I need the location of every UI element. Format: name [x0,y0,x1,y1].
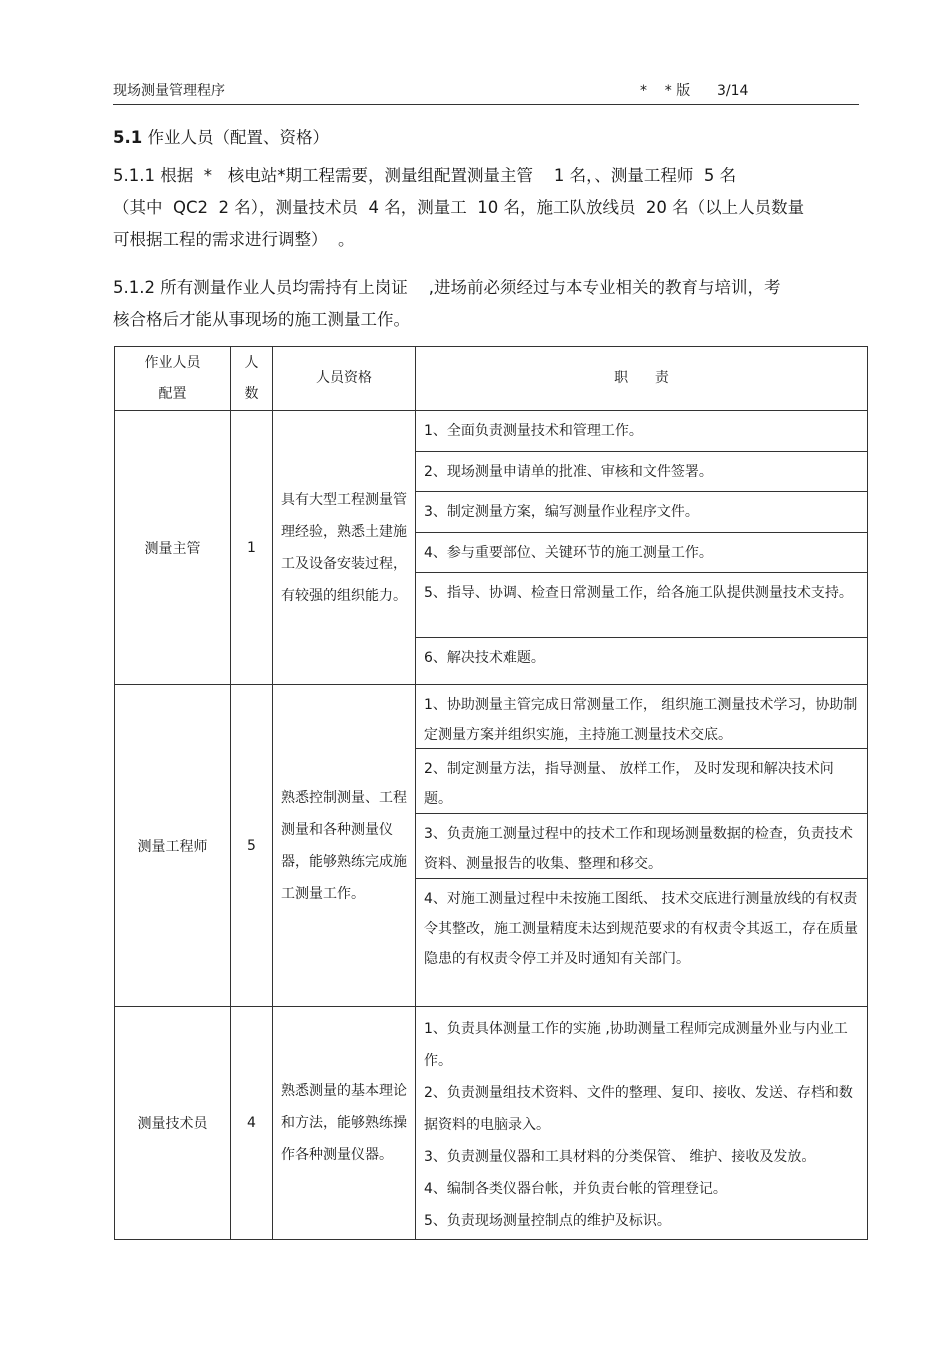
duty-list [416,411,867,684]
duty-item: 2、负责测量组技术资料、文件的整理、复印、接收、发送、存档和数据资料的电脑录入。 [424,1085,853,1133]
page-number: 3/14 [716,83,749,99]
duty-cell [416,411,868,685]
version-label: * * 版 [640,83,691,99]
duty-item: 5、指导、协调、检查日常测量工作，给各施工队提供测量技术支持。 [416,573,867,638]
role-cell: 测量工程师 [115,685,231,1007]
section-heading [113,122,863,154]
section-title: 作业人员（配置、资格） [142,128,329,147]
table-header-row [115,347,868,411]
duty-item: 3、制定测量方案，编写测量作业程序文件。 [416,492,867,533]
duty-item: 3、负责施工测量过程中的技术工作和现场测量数据的检查，负责技术资料、测量报告的收集、整理和移交。 [416,814,867,879]
role-cell: 测量技术员 [115,1007,231,1240]
duty-list [416,685,867,1006]
table-row [115,685,868,1007]
paragraph-line: （其中 QC2 2 名），测量技术员 4 名，测量工 10 名，施工队放线员 20 名（以上人员数量 [113,198,805,217]
header-divider [113,104,859,105]
duty-item: 1、协助测量主管完成日常测量工作， 组织施工测量技术学习，协助制定测量方案并组织实施，主持施工测量技术交底。 [416,685,867,749]
count-cell: 4 [231,1007,273,1240]
duty-item: 5、负责现场测量控制点的维护及标识。 [424,1213,671,1229]
paragraph-line: 5.1.1 根据 * 核电站*期工程需要，测量组配置测量主管 1 名，、测量工程师 5 名 [113,166,737,185]
document-title: 现场测量管理程序 [113,83,225,99]
duty-list [416,1007,867,1239]
duty-item: 4、参与重要部位、关键环节的施工测量工作。 [416,533,867,573]
qualification-cell: 具有大型工程测量管理经验，熟悉土建施工及设备安装过程，有较强的组织能力。 [273,411,416,685]
duty-item: 2、制定测量方法，指导测量、 放样工作， 及时发现和解决技术问题。 [416,749,867,814]
duty-item: 4、编制各类仪器台帐，并负责台帐的管理登记。 [424,1181,727,1197]
header-duty: 职 责 [416,347,868,411]
paragraph-line: 5.1.2 所有测量作业人员均需持有上岗证 ,进场前必须经过与本专业相关的教育与培训，考 [113,278,781,297]
duty-cell [416,1007,868,1240]
duty-cell [416,685,868,1007]
duty-item: 3、负责测量仪器和工具材料的分类保管、 维护、接收及发放。 [424,1149,816,1165]
qualification-cell: 熟悉测量的基本理论和方法，能够熟练操作各种测量仪器。 [273,1007,416,1240]
duty-item: 2、现场测量申请单的批准、审核和文件签署。 [416,452,867,492]
paragraph-line: 可根据工程的需求进行调整） 。 [113,230,355,249]
duty-item: 1、负责具体测量工作的实施 ,协助测量工程师完成测量外业与内业工作。 [424,1021,848,1069]
qualification-cell: 熟悉控制测量、工程测量和各种测量仪器，能够熟练完成施工测量工作。 [273,685,416,1007]
duty-item: 1、全面负责测量技术和管理工作。 [416,411,867,452]
header-count: 人 数 [231,347,273,411]
role-cell: 测量主管 [115,411,231,685]
table-row [115,1007,868,1240]
paragraph-5-1-2 [113,272,863,336]
paragraph-5-1-1 [113,160,863,256]
section-number: 5.1 [113,128,143,147]
table-row [115,411,868,685]
count-cell: 5 [231,685,273,1007]
version-and-page [640,80,748,100]
paragraph-line: 核合格后才能从事现场的施工测量工作。 [113,310,410,329]
staff-table [114,346,868,1240]
header-qualification: 人员资格 [273,347,416,411]
header-role: 作业人员 配置 [115,347,231,411]
duty-item: 4、对施工测量过程中未按施工图纸、 技术交底进行测量放线的有权责令其整改，施工测量精度未达到规范要求的有权责令其返工，存在质量隐患的有权责令停工并及时通知有关部门。 [424,891,858,967]
duty-item: 6、解决技术难题。 [424,650,545,666]
count-cell: 1 [231,411,273,685]
